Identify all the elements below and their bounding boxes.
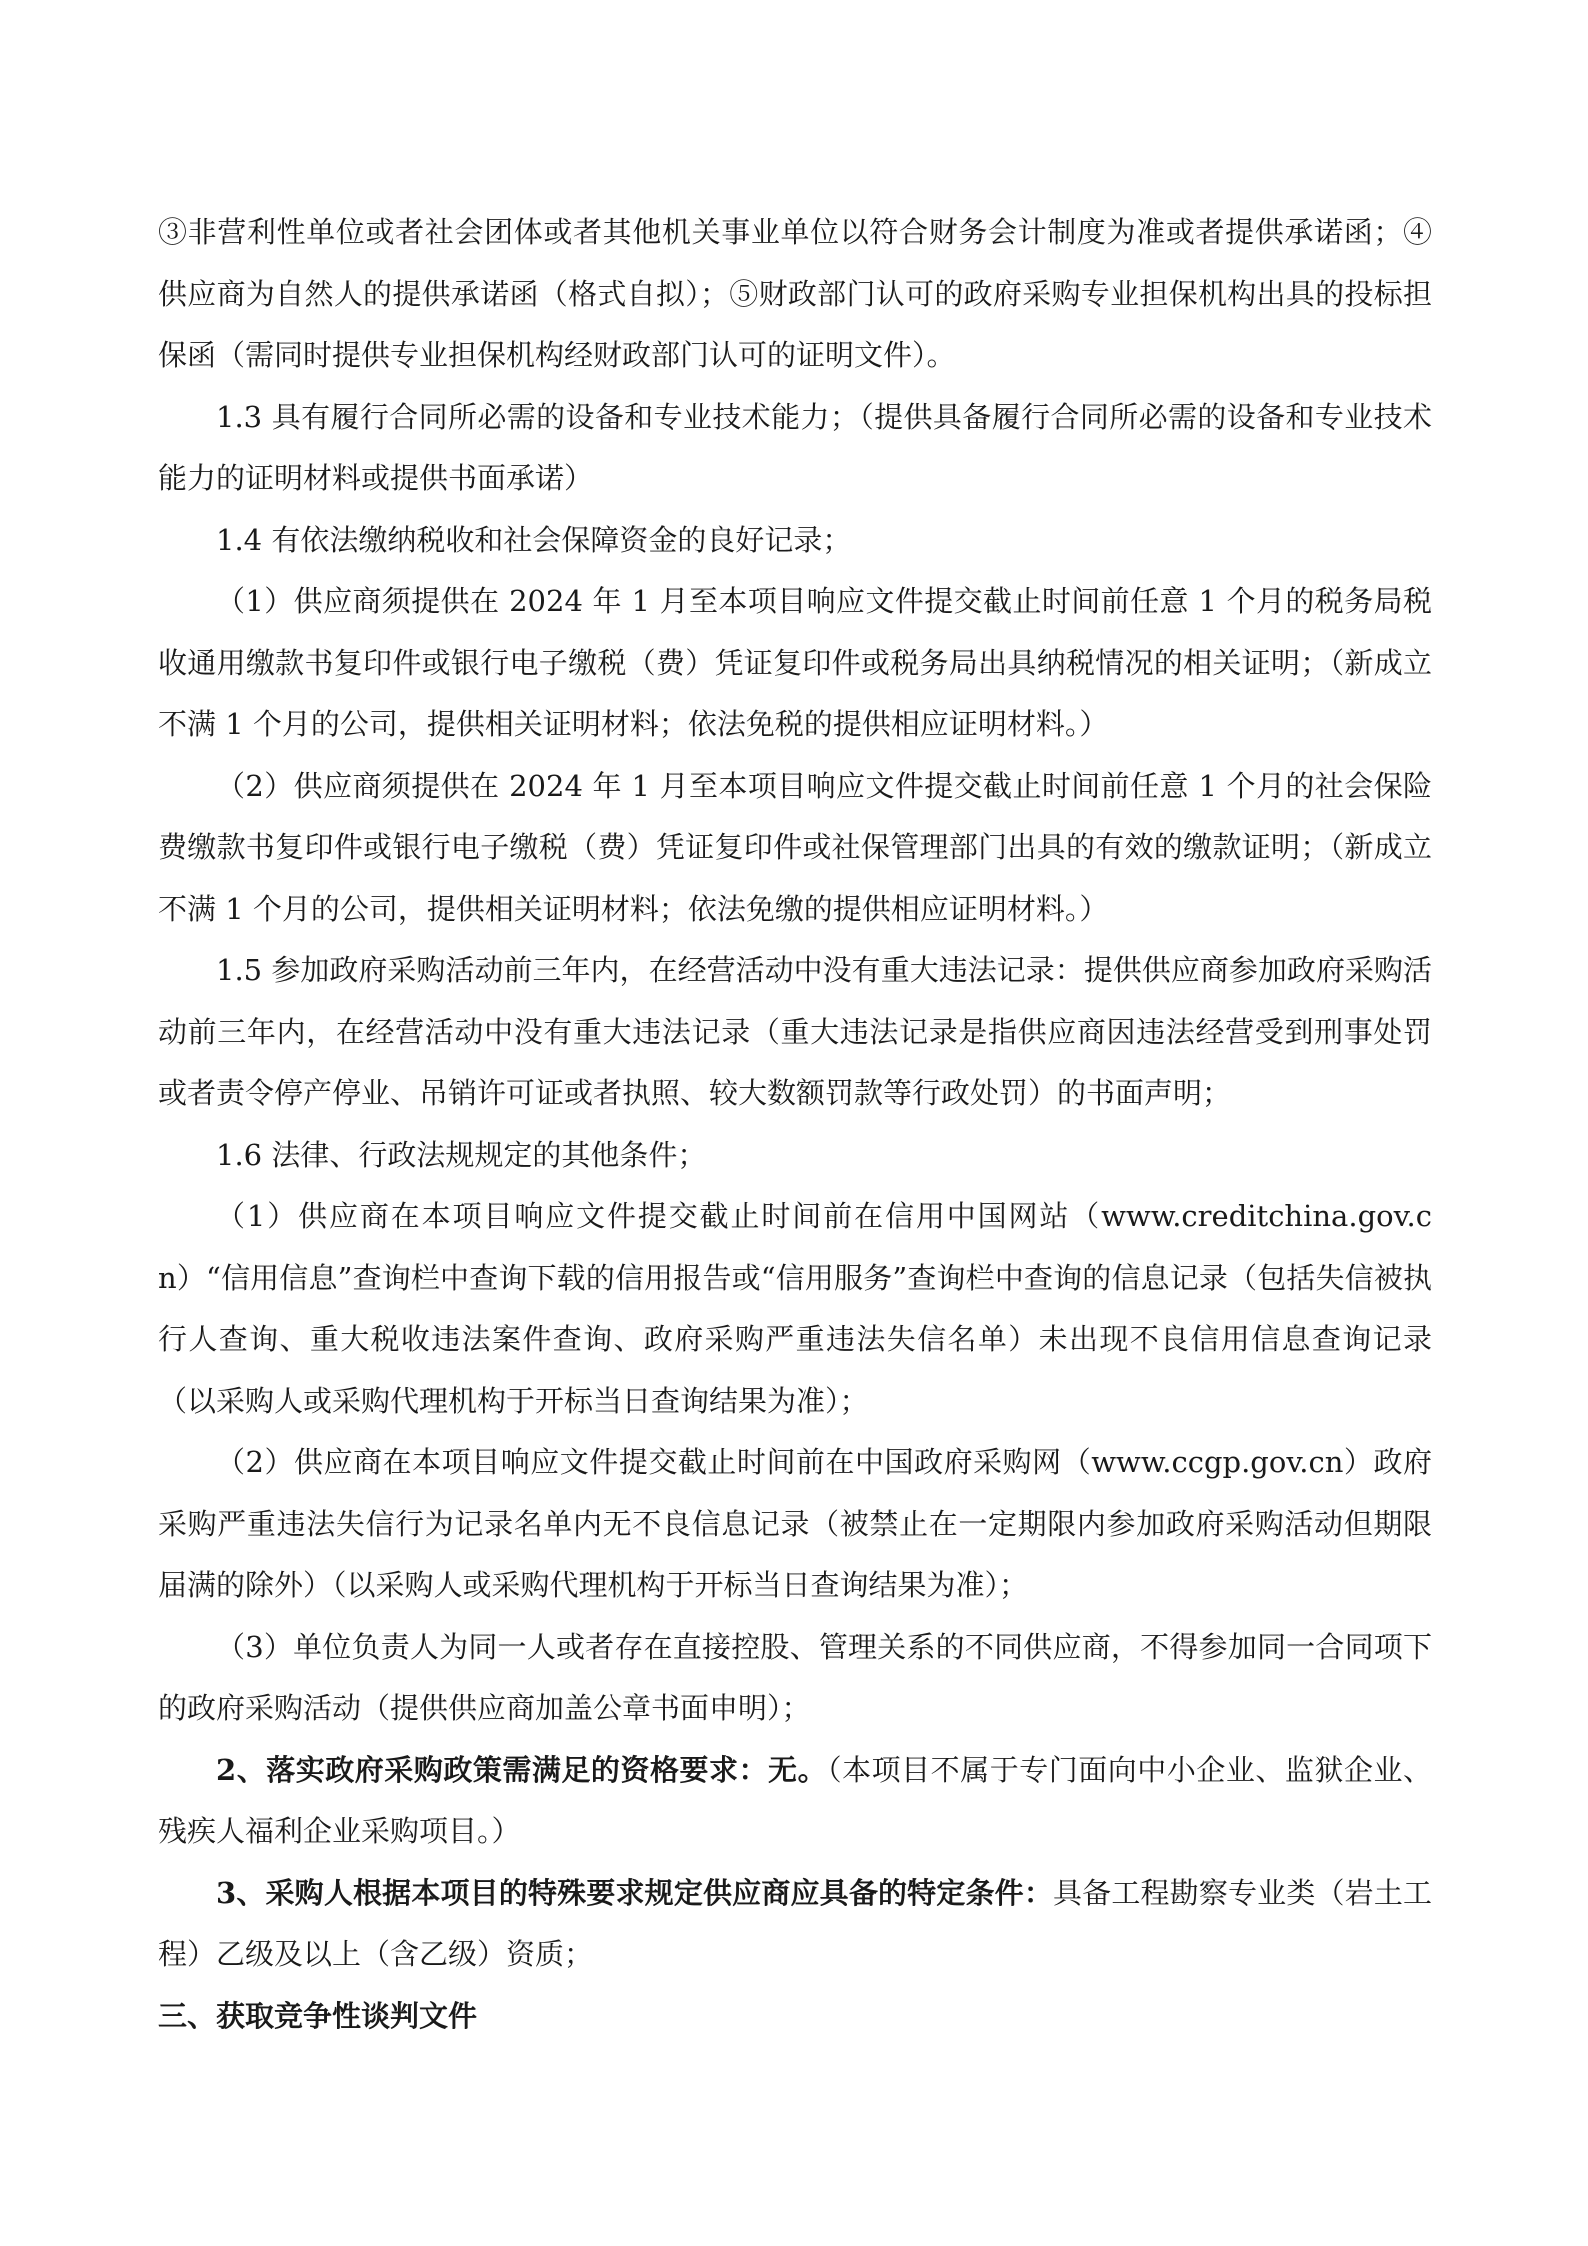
paragraph-1-4-item-1-tax [158, 571, 1432, 756]
paragraph-bold-prefix: 2、落实政府采购政策需满足的资格要求：无。 [216, 1752, 828, 1787]
paragraph-bold-prefix: 3、采购人根据本项目的特殊要求规定供应商应具备的特定条件： [216, 1875, 1053, 1910]
paragraph-1-6-other-conditions [158, 1125, 1432, 1187]
paragraph-text: （3）单位负责人为同一人或者存在直接控股、管理关系的不同供应商，不得参加同一合同项下的政府采购活动（提供供应商加盖公章书面申明）； [158, 1629, 1432, 1725]
section-heading: 三、获取竞争性谈判文件 [158, 1998, 478, 2033]
paragraph-text: 1.3 具有履行合同所必需的设备和专业技术能力；（提供具备履行合同所必需的设备和专业技术能力的证明材料或提供书面承诺） [158, 399, 1432, 495]
paragraph-text: （本项目不属于专门面向中小企业、监狱企业、残疾人福利企业采购项目。） [158, 1752, 1432, 1848]
paragraph-text: （2）供应商须提供在 2024 年 1 月至本项目响应文件提交截止时间前任意 1 个月的社会保险费缴款书复印件或银行电子缴税（费）凭证复印件或社保管理部门出具的有效的缴款证明；（新成立不满 1 个月的公司，提供相关证明材料；依法免缴的提供相应证明材料。） [158, 768, 1432, 926]
paragraph-text: 1.5 参加政府采购活动前三年内，在经营活动中没有重大违法记录：提供供应商参加政府采购活动前三年内，在经营活动中没有重大违法记录（重大违法记录是指供应商因违法经营受到刑事处罚或者责令停产停业、吊销许可证或者执照、较大数额罚款等行政处罚）的书面声明； [158, 953, 1432, 1110]
paragraph-text: （1）供应商在本项目响应文件提交截止时间前在信用中国网站（www.creditchina.gov.cn）“信用信息”查询栏中查询下载的信用报告或“信用服务”查询栏中查询的信息记录（包括失信被执行人查询、重大税收违法案件查询、政府采购严重违法失信名单）未出现不良信用信息查询记录（以采购人或采购代理机构于开标当日查询结果为准）； [158, 1199, 1432, 1418]
paragraph-1-4-tax-record [158, 510, 1432, 572]
paragraph-text: 具备工程勘察专业类（岩土工程）乙级及以上（含乙级）资质； [158, 1875, 1432, 1971]
paragraph-1-5-no-violation [158, 940, 1432, 1125]
paragraph-guarantee-continued [158, 202, 1432, 387]
paragraph-1-6-item-2-ccgp [158, 1432, 1432, 1617]
paragraph-text: （2）供应商在本项目响应文件提交截止时间前在中国政府采购网（www.ccgp.gov.cn）政府采购严重违法失信行为记录名单内无不良信息记录（被禁止在一定期限内参加政府采购活动但期限届满的除外）（以采购人或采购代理机构于开标当日查询结果为准）； [158, 1445, 1432, 1602]
paragraph-1-6-item-3-same-person [158, 1617, 1432, 1740]
paragraph-3-specific-conditions [158, 1863, 1432, 1986]
paragraph-text: 1.4 有依法缴纳税收和社会保障资金的良好记录； [216, 522, 852, 557]
paragraph-text: 1.6 法律、行政法规规定的其他条件； [216, 1137, 707, 1172]
paragraph-1-3-equipment [158, 387, 1432, 510]
paragraph-1-4-item-2-social-insurance [158, 756, 1432, 941]
paragraph-text: ③非营利性单位或者社会团体或者其他机关事业单位以符合财务会计制度为准或者提供承诺函；④供应商为自然人的提供承诺函（格式自拟）；⑤财政部门认可的政府采购专业担保机构出具的投标担保函（需同时提供专业担保机构经财政部门认可的证明文件）。 [158, 215, 1432, 372]
paragraph-text: （1）供应商须提供在 2024 年 1 月至本项目响应文件提交截止时间前任意 1 个月的税务局税收通用缴款书复印件或银行电子缴税（费）凭证复印件或税务局出具纳税情况的相关证明；（新成立不满 1 个月的公司，提供相关证明材料；依法免税的提供相应证明材料。） [158, 584, 1432, 741]
paragraph-1-6-item-1-credit-china [158, 1186, 1432, 1432]
paragraph-2-policy-requirements [158, 1740, 1432, 1863]
